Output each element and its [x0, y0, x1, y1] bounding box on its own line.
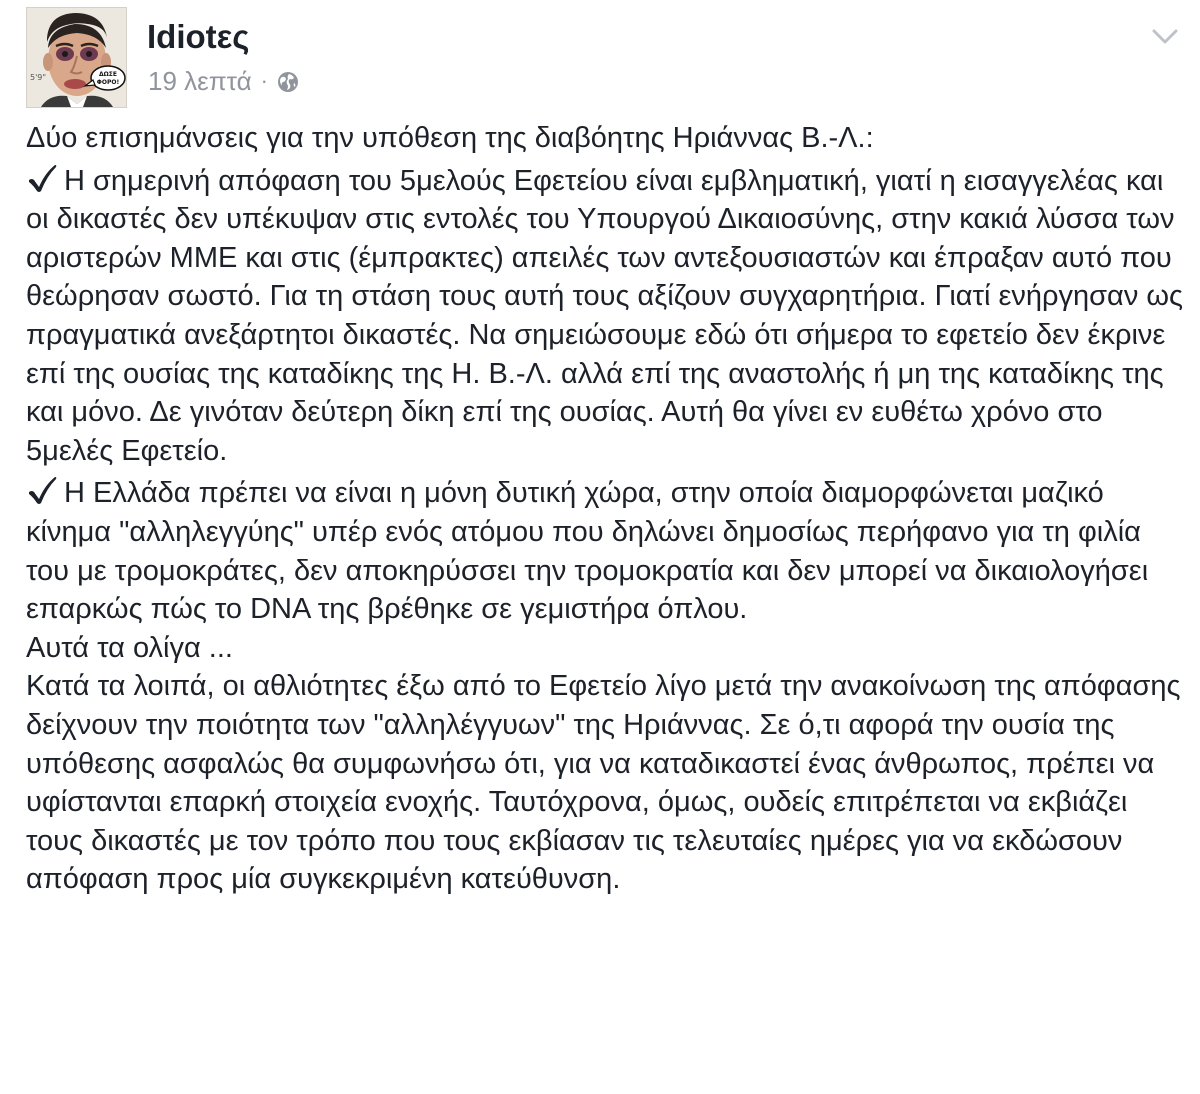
check-mark-icon [26, 163, 58, 193]
paragraph-text: Δύο επισημάνσεις για την υπόθεση της διαβόητης Ηριάννας Β.-Λ.: [26, 122, 874, 154]
meta-separator: · [260, 68, 268, 93]
post-timestamp[interactable]: 19 λεπτά [148, 66, 252, 96]
post-paragraph [26, 119, 1186, 158]
paragraph-text: Η σημερινή απόφαση του 5μελούς Εφετείου είναι εμβληματική, γιατί η εισαγγελέας και οι δικαστές δεν υπέκυψαν στις εντολές του Υπουργού Δικαιοσύνης, στην κακιά λύσσα των αριστερών ΜΜΕ και στις (έμπρακτες) απειλές των αντεξουσιαστών και έπραξαν αυτό που θεώρησαν σωστό. Για τη στάση τους αυτή τους αξίζουν συγχαρητήρια. Γιατί ενήργησαν ως πραγματικά ανεξάρτητοι δικαστές. Να σημειώσουμε εδώ ότι σήμερα το εφετείο δεν έκρινε επί της ουσίας της καταδίκης της Η. Β.-Λ. αλλά επί της αναστολής ή μη της καταδίκης της και μόνο. Δε γινόταν δεύτερη δίκη επί της ουσίας. Αυτή θα γίνει εν ευθέτω χρόνο στο 5μελές Εφετείο. [26, 164, 1183, 467]
svg-text:5'9": 5'9" [30, 73, 47, 82]
globe-icon[interactable] [277, 71, 299, 93]
author-name[interactable]: Idiotες [147, 18, 250, 55]
avatar[interactable] [26, 7, 127, 108]
paragraph-text: Κατά τα λοιπά, οι αθλιότητες έξω από το Εφετείο λίγο μετά την ανακοίνωση της απόφασης δείχνουν την ποιότητα των "αλληλέγγυων" της Ηριάννας. Σε ό,τι αφορά την ουσία της υπόθεσης ασφαλώς θα συμφωνήσω ότι, για να καταδικαστεί ένας άνθρωπος, πρέπει να υφίστανται επαρκή στοιχεία ενοχής. Ταυτόχρονα, όμως, ουδείς επιτρέπεται να εκβιάζει τους δικαστές με τον τρόπο που τους εκβίασαν τις τελευταίες ημέρες για να εκδώσουν απόφαση προς μία συγκεκριμένη κατεύθυνση. [26, 670, 1181, 896]
post-paragraph [26, 474, 1186, 628]
post-paragraph [26, 162, 1186, 471]
paragraph-text: Αυτά τα ολίγα ... [26, 631, 233, 664]
post-paragraph [26, 667, 1186, 899]
chevron-down-icon[interactable] [1152, 29, 1178, 45]
svg-text:ΔΩΣΕ: ΔΩΣΕ [99, 71, 117, 78]
post-body [26, 119, 1186, 899]
avatar-caricature-image [27, 8, 126, 107]
post-meta [148, 65, 299, 97]
svg-text:ΦΟΡΟ!: ΦΟΡΟ! [96, 79, 120, 86]
paragraph-text: Η Ελλάδα πρέπει να είναι η μόνη δυτική χώρα, στην οποία διαμορφώνεται μαζικό κίνημα "αλληλεγγύης" υπέρ ενός ατόμου που δηλώνει δημοσίως περήφανο για τη φιλία του με τρομοκράτες, δεν αποκηρύσσει την τρομοκρατία και δεν μπορεί να δικαιολογήσει επαρκώς πώς το DNA της βρέθηκε σε γεμιστήρα όπλου. [26, 477, 1149, 626]
post-paragraph [26, 629, 1186, 668]
post-header [26, 7, 1176, 107]
check-mark-icon [26, 475, 58, 505]
